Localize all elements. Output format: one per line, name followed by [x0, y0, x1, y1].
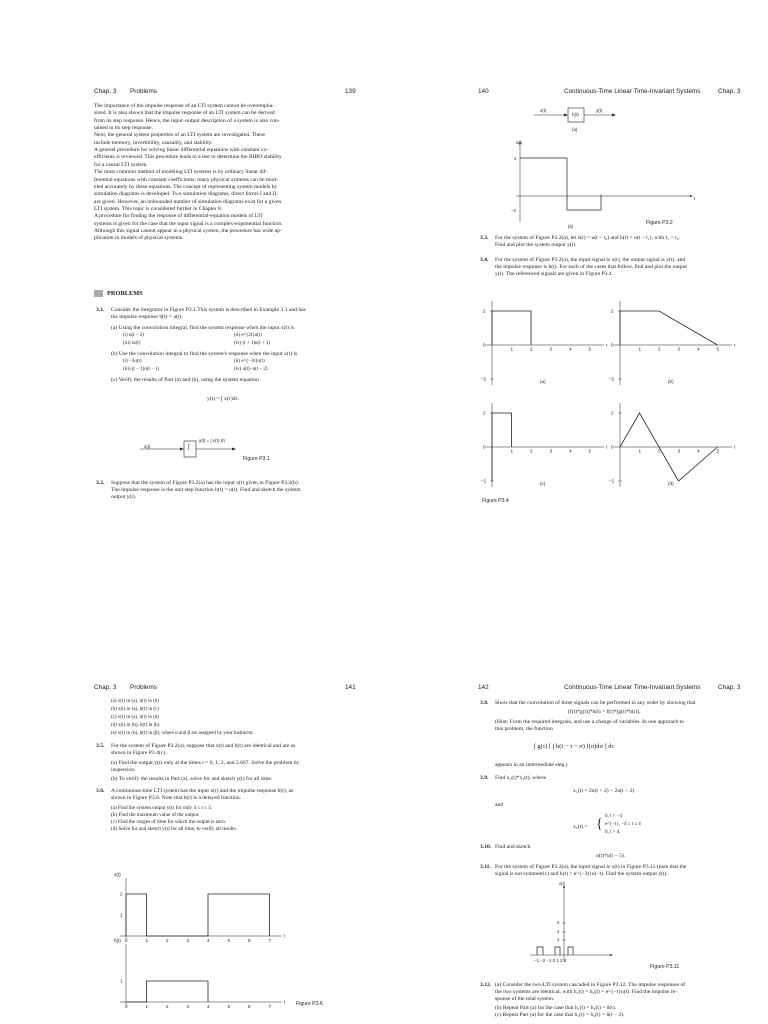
- problem-3-5-a: (a) Find the output y(t) only at the times t = 0, 1, 2, and 2.667. Solve the problem by: [111, 760, 300, 766]
- tick-label: 4: [697, 346, 700, 352]
- chapter-title: Continuous-Time Linear Time-Invariant Systems: [564, 684, 701, 691]
- chapter-label: Chap. 3: [94, 88, 117, 95]
- tick-label: −2: [481, 376, 487, 382]
- tick-label: −2: [609, 478, 615, 484]
- problem-3-6-line-1: A continuous-time LTI system has the input x(t) and the impulse response h(t), as: [111, 788, 294, 794]
- problems-heading: PROBLEMS: [94, 290, 143, 298]
- x-axis-label: t: [606, 342, 608, 348]
- problem-number: 3.11.: [480, 864, 491, 870]
- tick-label: 4: [207, 1004, 210, 1009]
- system-box-label: h(t): [572, 112, 579, 117]
- x-axis-label: t: [694, 196, 696, 201]
- page-142: [384, 512, 768, 1024]
- figure-p3-4: [384, 0, 768, 512]
- list-item: (b) Find the maximum value of the output.: [111, 812, 200, 818]
- x-axis-label: t: [606, 444, 608, 450]
- x-tick-labels: −1 −2 −1 0 1 2 3: [534, 958, 567, 963]
- signal-waveform: [492, 311, 531, 345]
- x-axis-label: t: [734, 342, 736, 348]
- subfigure-label: (a): [540, 379, 546, 384]
- tick-label: 3: [677, 346, 681, 352]
- figure-output-label: y(t) = ∫ x(τ) dτ: [199, 438, 226, 443]
- chapter-label: Chap. 3: [718, 684, 741, 691]
- body-line: plication in models of physical systems.: [94, 235, 184, 242]
- tick-label: 3: [557, 920, 560, 925]
- tick-label: 2: [483, 410, 486, 416]
- tick-label: 4: [697, 448, 700, 454]
- tick-label: 2: [483, 308, 486, 314]
- page-number: 139: [345, 88, 356, 95]
- y-axis-label: x(t): [516, 140, 523, 145]
- problem-3-12-c: (c) Repeat Part (a) for the case that h₁(t) = h₂(t) = δ(t − 2).: [495, 1012, 625, 1018]
- tick-label: 2: [557, 929, 560, 934]
- signal-waveform: [126, 981, 208, 1002]
- body-line: include memory, invertibility, causality, and stability.: [94, 139, 213, 146]
- problem-3-5-b: (b) To verify the results in Part (a), solve for and sketch y(t) for all time.: [111, 776, 273, 782]
- and-text: and: [495, 802, 504, 808]
- page-141: [0, 512, 384, 1024]
- x-axis-label: t: [283, 933, 286, 939]
- list-item: (e) x(t) in (b), h(t) in (β), where α and β are assigned by your instructor.: [111, 731, 254, 736]
- step-convolution-eq: u(t)*u(t − 5).: [596, 853, 626, 859]
- tick-label: 2: [530, 448, 533, 454]
- problem-3-1-c: (c) Verify the results of Part (a) and (b), using the system equation: [111, 377, 259, 383]
- tick-label: 1: [638, 448, 642, 454]
- y-axis-label: h(t): [114, 938, 121, 943]
- body-line: The most common method of modeling LTI systems is by ordinary linear dif-: [94, 169, 268, 176]
- body-line: are given. However, an unbounded number of simulation diagrams exist for a given: [94, 198, 282, 205]
- list-item: (ii) e^{−3t}u(t): [234, 359, 265, 364]
- problem-3-4-line-1: For the system of Figure P3.2(a), the input signal is x(t), the output signal is y(t), and: [495, 257, 686, 263]
- problem-number: 3.12.: [480, 982, 492, 988]
- problem-3-1-b: (b) Use the convolution integral to find the system's response when the input x(t) is: [111, 351, 298, 357]
- double-integral: ∫ g(τ) [ ∫ h(t − τ − σ) f(σ)dσ ] dτ: [534, 743, 615, 750]
- tick-label: 0: [125, 938, 128, 943]
- tick-label: 1: [120, 978, 123, 984]
- x2-lhs: x₂(t) =: [573, 824, 588, 830]
- x1-equation: x₁(t) = 2u(t + 2) − 2u(t − 2): [573, 788, 635, 794]
- tick-label: 2: [120, 891, 123, 897]
- x-axis-label: t: [734, 444, 736, 450]
- problem-3-8-tail: appears in an intermediate step.): [495, 762, 568, 768]
- tick-label: 2: [166, 938, 169, 943]
- body-line: The importance of the impulse response of an LTI system cannot be overempha-: [94, 103, 274, 109]
- list-item: (c) x(t) in (a), h(t) in (d): [111, 715, 159, 720]
- problem-3-8-hint-1: (Hint: Form the required integrals, and use a change of variables. In one approach to: [495, 719, 684, 725]
- problem-3-12-a-3: sponse of the total system.: [495, 996, 555, 1002]
- tick-label: 5: [588, 448, 592, 454]
- section-label: Problems: [130, 684, 157, 691]
- chapter-title: Continuous-Time Linear Time-Invariant Systems: [564, 88, 701, 95]
- problem-number: 3.5.: [96, 743, 105, 749]
- tick-label: 5: [227, 1004, 231, 1009]
- problem-3-5-line-1: For the system of Figure P3.2(a), suppose that x(t) and h(t) are identical and are as: [111, 743, 296, 749]
- problem-3-12-b: (b) Repeat Part (a) for the case that h₁(t) = h₂(t) = δ(t).: [495, 1005, 617, 1011]
- page-139: [0, 0, 384, 512]
- tick-label: 6: [248, 1004, 251, 1009]
- page-number: 142: [478, 684, 489, 691]
- problem-3-4-line-3: y(t). The referenced signals are given in Figure P3.4.: [495, 271, 614, 277]
- body-line: Although this signal cannot appear in a physical system, the procedure has wide ap-: [94, 227, 282, 234]
- list-item: (i) −3u(t): [123, 359, 142, 364]
- problem-3-2-line-2: The impulse response is the unit step function h(t) = u(t). Find and sketch the system: [111, 487, 301, 493]
- tick-label: 2: [658, 346, 661, 352]
- tick-label: 0: [611, 342, 614, 348]
- list-item: (iii) (t − 1)u(t − 1): [123, 367, 160, 372]
- tick-label: 5: [716, 346, 720, 352]
- list-item: (iii) tu(t): [123, 341, 141, 346]
- problem-3-10-line: Find and sketch: [495, 844, 531, 850]
- page-number: 140: [478, 88, 489, 95]
- problem-number: 3.2.: [96, 480, 105, 486]
- tick-label: 5: [227, 938, 231, 943]
- brace-icon: {: [596, 817, 603, 832]
- tick-label: −2: [609, 376, 615, 382]
- list-item: (d) Solve for and sketch y(t) for all time, to verify all results.: [111, 826, 237, 832]
- list-item: (iv) u(t)−u(t − 2): [234, 367, 268, 372]
- tick-label: 6: [248, 938, 251, 943]
- problem-number: 3.1.: [96, 307, 105, 313]
- tick-label: 1: [120, 912, 123, 918]
- tick-label: 0: [611, 444, 614, 450]
- tick-label: 2: [658, 448, 661, 454]
- problem-3-11-line-2: signal is not symmetric) and h(t) = e^{−3t}u(−t). Find the system output y(t).: [495, 871, 668, 877]
- problem-3-12-a-2: the two systems are identical, with h₁(t) = h₂(t) = e^{−t}u(t). Find the impulse re-: [495, 989, 677, 995]
- figure-caption: Figure P3.11: [650, 964, 680, 970]
- integral-equation: y(t) = ∫ x(τ)dτ.: [207, 396, 240, 402]
- tick-label: 1: [510, 346, 514, 352]
- problem-number: 3.3.: [480, 235, 489, 241]
- body-line: eled accurately by these equations. The concept of representing system models by: [94, 183, 278, 190]
- case-line: e^{−t}, −4 ≤ t ≤ 4: [605, 822, 641, 827]
- list-item: (ii) e^{2t}u(t): [234, 333, 262, 338]
- body-line: Next, the general system properties of an LTI system are investigated. These: [94, 132, 266, 139]
- chapter-label: Chap. 3: [94, 684, 117, 691]
- body-line: from its step response. Hence, the input–output description of a system is also con-: [94, 117, 280, 124]
- page-number: 141: [345, 684, 356, 691]
- body-line: sized. It is also shown that the impulse response of an LTI system can be derived: [94, 110, 275, 117]
- body-line: simulation diagrams is developed. Two simulation diagrams, direct forms I and II,: [94, 191, 278, 198]
- tick-label: 7: [268, 1004, 272, 1009]
- problem-3-1-line-1: Consider the integrator in Figure P3.1.This system is described in Example 3.1 and has: [111, 307, 306, 313]
- chapter-label: Chap. 3: [718, 88, 741, 95]
- problem-3-8-line-1: Show that the convolution of three signals can be performed in any order by showing that: [495, 700, 696, 706]
- body-line: systems is given for the case that the input signal is a complex-exponential function.: [94, 220, 283, 227]
- body-line: A general procedure for solving linear differential equations with constant co-: [94, 147, 269, 154]
- subfigure-label: (a): [572, 127, 578, 132]
- figure-output-label: y(t): [596, 108, 603, 113]
- tick-label: 0: [483, 444, 486, 450]
- tick-label: 2: [530, 346, 533, 352]
- body-line: tained in its step response.: [94, 125, 153, 132]
- tick-label: 3: [549, 448, 553, 454]
- list-item: (a) x(t) in (a), h(t) in (b): [111, 699, 159, 704]
- figure-caption: Figure P3.4: [482, 498, 509, 504]
- list-item: (d) x(t) in (b), h(t) in (b): [111, 723, 160, 728]
- y-axis-label: x(t): [559, 881, 566, 886]
- problem-3-4-line-2: the impulse response is h(t). For each of the cases that follow, find and plot the output: [495, 264, 687, 270]
- tick-label: 1: [510, 448, 514, 454]
- tick-label: 3: [677, 448, 681, 454]
- problem-3-12-a-1: (a) Consider the two-LTI system cascaded in Figure P3.12. The impulse responses of: [495, 982, 686, 988]
- problem-3-1-a: (a) Using the convolution integral, find the system response when the input x(t) is: [111, 325, 295, 331]
- case-line: 0, t < −4: [605, 814, 623, 819]
- problem-number: 3.8.: [480, 700, 489, 706]
- tick-label: 2: [611, 410, 614, 416]
- tick-label: 2: [166, 1004, 169, 1009]
- page-140: [384, 0, 768, 512]
- tick-label: 3: [549, 346, 553, 352]
- body-line: ferential equations with constant coefficients; many physical systems can be mod-: [94, 176, 278, 183]
- signal-waveform: [126, 894, 270, 936]
- problem-3-9-line: Find x₁(t)*x₂(t), where: [495, 775, 546, 781]
- tick-label: 4: [569, 346, 572, 352]
- problem-3-6-line-2: shown in Figure P3.6. Note that h(t) is a delayed function.: [111, 795, 242, 801]
- problem-number: 3.6.: [96, 788, 105, 794]
- subfigure-label: (c): [540, 481, 546, 486]
- tick-label: 4: [569, 448, 572, 454]
- tick-label: 1: [145, 938, 149, 943]
- integrator-symbol: ∫: [188, 444, 190, 450]
- figure-input-label: x(t): [144, 444, 151, 449]
- tick-label: 1: [638, 346, 642, 352]
- problem-3-3-line-1: For the system of Figure P3.2(a), let x(t) = u(t − t₀) and h(t) = u(t − t₁), with t₁ > t₀.: [495, 235, 680, 241]
- list-item: (b) x(t) in (a), h(t) in (c): [111, 707, 159, 712]
- case-line: 0, t > 4.: [605, 830, 621, 835]
- x-axis-label: t: [283, 999, 286, 1005]
- problem-3-3-line-2: Find and plot the system output y(t).: [495, 242, 577, 248]
- figure-caption: Figure P3.1: [243, 456, 270, 462]
- signal-waveform: [620, 311, 718, 345]
- list-item: (iv) (t + 1)u(t + 1): [234, 341, 271, 346]
- subfigure-label: (d): [668, 481, 674, 486]
- body-line: efficients is reviewed. This procedure leads to a test to determine the BIBO stability: [94, 154, 282, 161]
- figure-p3-6: [0, 512, 384, 1024]
- tick-label: 2: [514, 156, 517, 161]
- problem-3-2-line-3: output y(t).: [111, 494, 137, 500]
- section-label: Problems: [130, 88, 157, 95]
- problem-number: 3.9.: [480, 775, 489, 781]
- problem-3-1-line-2: the impulse response h(t) = u(t).: [111, 314, 183, 320]
- list-item: (a) Find the system output y(t) for only 4 ≤ t ≤ 5.: [111, 805, 213, 811]
- y-axis-label: x(t): [114, 872, 121, 877]
- tick-label: 2: [611, 308, 614, 314]
- body-line: A procedure for finding the response of differential-equation models of LTI: [94, 213, 263, 220]
- tick-label: 3: [186, 938, 190, 943]
- tick-label: −1: [511, 208, 517, 213]
- tick-label: 4: [207, 938, 210, 943]
- problem-number: 3.4.: [480, 257, 489, 263]
- problem-3-5-line-2: shown in Figure P3.4(c).: [111, 750, 167, 756]
- tick-label: −2: [481, 478, 487, 484]
- heading-marker-icon: [94, 290, 103, 297]
- body-line: LTI system. This topic is considered further in Chapter 8.: [94, 205, 223, 212]
- tick-label: 5: [588, 346, 592, 352]
- associativity-equation: [f(t)*g(t)]*h(t) = f(t)*[g(t)*h(t)].: [568, 709, 641, 715]
- problem-number: 3.10.: [480, 844, 492, 850]
- figure-caption: Figure P3.6: [296, 1001, 323, 1007]
- list-item: (i) u(t − 2): [123, 333, 145, 338]
- tick-label: 1: [557, 937, 560, 942]
- tick-label: 7: [268, 938, 272, 943]
- tick-label: 3: [186, 1004, 190, 1009]
- body-line: for a causal LTI system.: [94, 161, 148, 168]
- tick-label: 1: [145, 1004, 149, 1009]
- figure-input-label: x(t): [540, 108, 547, 113]
- problem-3-11-line-1: For the system of Figure P3.2(a), the input signal is x(t) in Figure P3.11 (note that the: [495, 864, 687, 870]
- figure-caption: Figure P3.2: [646, 220, 673, 226]
- tick-label: 0: [483, 342, 486, 348]
- tick-label: 5: [716, 448, 720, 454]
- problem-3-8-hint-2: this problem, the function: [495, 726, 553, 732]
- tick-label: 0: [125, 1004, 128, 1009]
- problem-3-2-line-1: Suppose that the system of Figure P3.2(a) has the input x(t) given in Figure P3.2(b).: [111, 480, 300, 486]
- list-item: (c) Find the ranges of time for which the output is zero.: [111, 819, 226, 825]
- problem-3-5-a-cont: inspection.: [111, 767, 136, 773]
- subfigure-label: (b): [568, 224, 574, 229]
- subfigure-label: (b): [668, 379, 674, 384]
